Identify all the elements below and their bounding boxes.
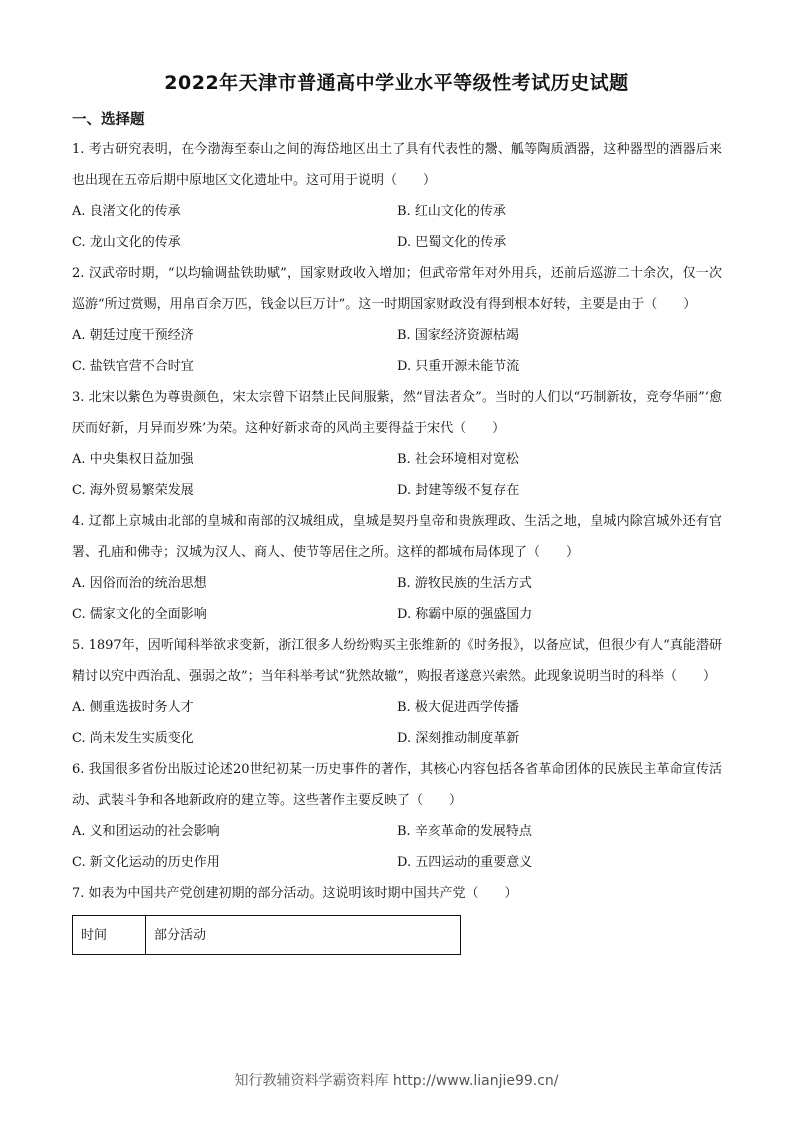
option-5b: B. 极大促进西学传播 bbox=[397, 700, 519, 715]
option-6c: C. 新文化运动的历史作用 bbox=[72, 855, 220, 870]
table-header-activities: 部分活动 bbox=[146, 916, 461, 955]
options-4 bbox=[72, 568, 722, 630]
option-6a: A. 义和团运动的社会影响 bbox=[72, 824, 220, 839]
question-stem-3: 3. 北宋以紫色为尊贵颜色，宋太宗曾下诏禁止民间服紫，然“冒法者众”。当时的人们以“巧制新妆，竞夸华丽”‘愈厌而好新，月异而岁殊’为荣。这种好新求奇的风尚主要得益于宋代（ ） bbox=[72, 390, 722, 436]
option-5a: A. 侧重选拔时务人才 bbox=[72, 700, 194, 715]
option-4b: B. 游牧民族的生活方式 bbox=[397, 576, 532, 591]
option-6b: B. 辛亥革命的发展特点 bbox=[397, 824, 532, 839]
option-2c: C. 盐铁官营不合时宜 bbox=[72, 359, 194, 374]
option-2a: A. 朝廷过度干预经济 bbox=[72, 328, 194, 343]
option-4c: C. 儒家文化的全面影响 bbox=[72, 607, 207, 622]
option-6d: D. 五四运动的重要意义 bbox=[397, 855, 533, 870]
option-3b: B. 社会环境相对宽松 bbox=[397, 452, 519, 467]
page-title: 2022年天津市普通高中学业水平等级性考试历史试题 bbox=[164, 72, 629, 94]
table-header-time: 时间 bbox=[73, 916, 146, 955]
option-3d: D. 封建等级不复存在 bbox=[397, 483, 520, 498]
section-heading: 一、选择题 bbox=[72, 112, 145, 128]
question-stem-4: 4. 辽都上京城由北部的皇城和南部的汉城组成，皇城是契丹皇帝和贵族理政、生活之地，皇城内除宫城外还有官署、孔庙和佛寺；汉城为汉人、商人、使节等居住之所。这样的都城布局体现了（ ） bbox=[72, 514, 722, 560]
option-4a: A. 因俗而治的统治思想 bbox=[72, 576, 207, 591]
option-5d: D. 深刻推动制度革新 bbox=[397, 731, 520, 746]
option-3a: A. 中央集权日益加强 bbox=[72, 452, 194, 467]
question-stem-5: 5. 1897年，因听闻科举欲求变新，浙江很多人纷纷购买主张维新的《时务报》，以备应试，但很少有人“真能潜研精讨以究中西治乱、强弱之故”；当年科举考试“犹然故辙”，购报者遂意兴索然。此现象说明当时的科举（ ） bbox=[72, 638, 722, 684]
option-2d: D. 只重开源未能节流 bbox=[397, 359, 520, 374]
option-1b: B. 红山文化的传承 bbox=[397, 204, 506, 219]
option-5c: C. 尚未发生实质变化 bbox=[72, 731, 194, 746]
question-stem-1: 1. 考古研究表明，在今渤海至泰山之间的海岱地区出土了具有代表性的鬶、觚等陶质酒器，这种器型的酒器后来也出现在五帝后期中原地区文化遗址中。这可用于说明（ ） bbox=[72, 142, 722, 188]
question-stem-6: 6. 我国很多省份出版过论述20世纪初某一历史事件的著作，其核心内容包括各省革命团体的民族民主革命宣传活动、武装斗争和各地新政府的建立等。这些著作主要反映了（ ） bbox=[72, 762, 722, 808]
options-6 bbox=[72, 816, 722, 878]
option-3c: C. 海外贸易繁荣发展 bbox=[72, 483, 194, 498]
option-1a: A. 良渚文化的传承 bbox=[72, 204, 181, 219]
question-stem-2: 2. 汉武帝时期，“以均输调盐铁助赋”，国家财政收入增加；但武帝常年对外用兵，还前后巡游二十余次，仅一次巡游“所过赏赐，用帛百余万匹，钱金以巨万计”。这一时期国家财政没有得到根本好转，主要是由于（ ） bbox=[72, 266, 722, 312]
option-1d: D. 巴蜀文化的传承 bbox=[397, 235, 507, 250]
options-2 bbox=[72, 320, 722, 382]
option-4d: D. 称霸中原的强盛国力 bbox=[397, 607, 533, 622]
options-5 bbox=[72, 692, 722, 754]
options-3 bbox=[72, 444, 722, 506]
footer-watermark: 知行教辅资料学霸资料库 http://www.lianjie99.cn/ bbox=[234, 1073, 559, 1089]
table-header-row bbox=[73, 916, 461, 955]
activity-table bbox=[72, 915, 461, 955]
question-stem-7: 7. 如表为中国共产党创建初期的部分活动。这说明该时期中国共产党（ ） bbox=[72, 886, 518, 901]
question-list bbox=[72, 134, 722, 955]
option-2b: B. 国家经济资源枯竭 bbox=[397, 328, 519, 343]
option-1c: C. 龙山文化的传承 bbox=[72, 235, 181, 250]
options-1 bbox=[72, 196, 722, 258]
